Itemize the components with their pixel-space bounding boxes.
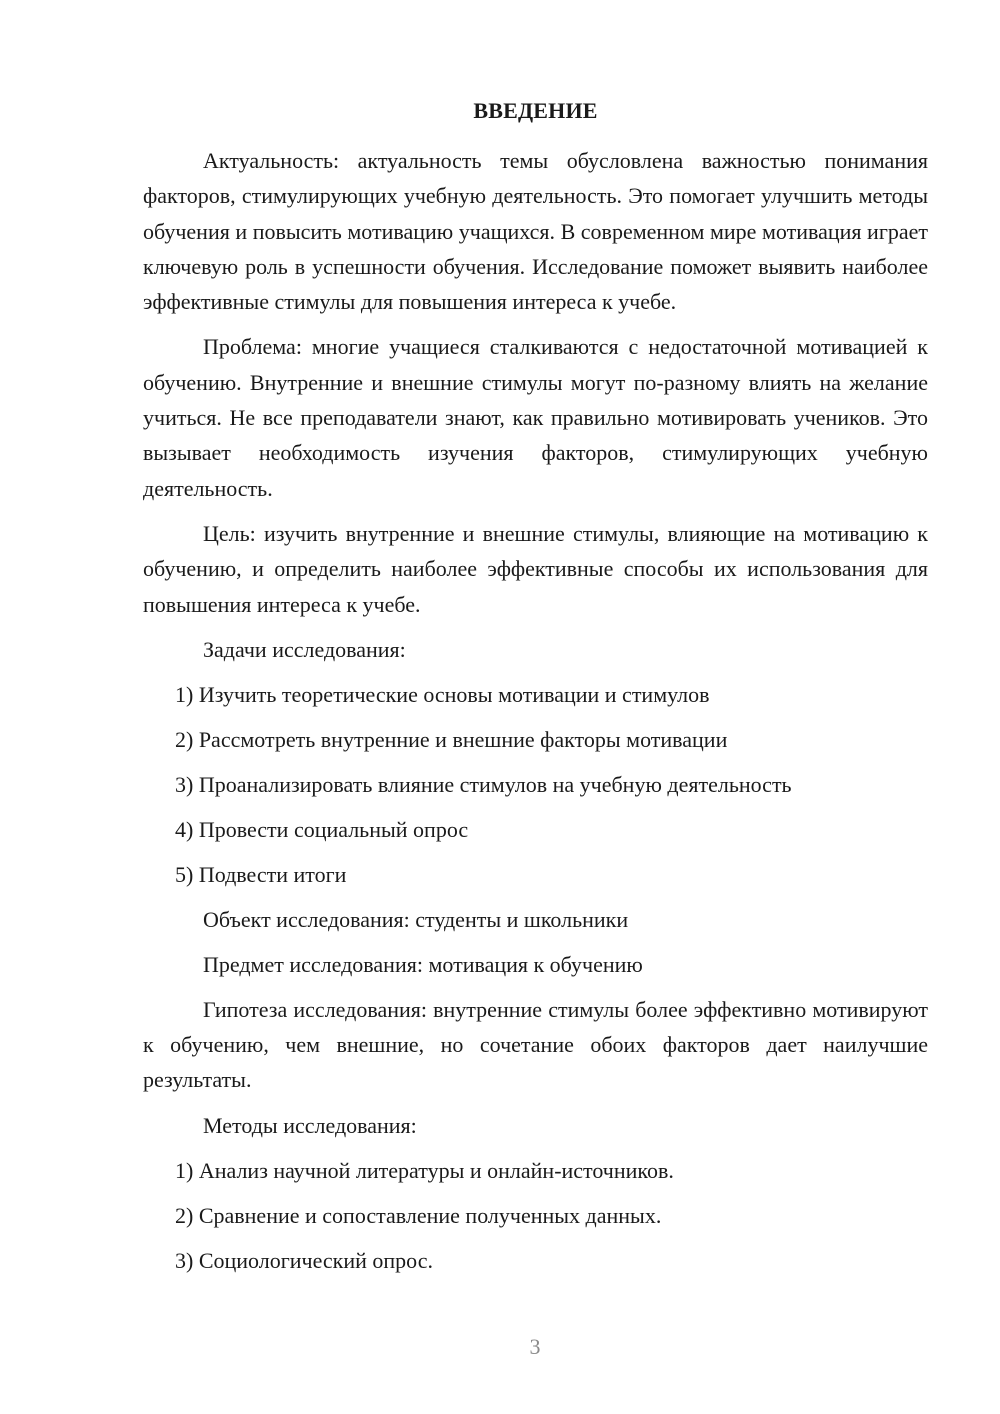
list-item: 2) Рассмотреть внутренние и внешние факторы мотивации — [175, 726, 728, 752]
list-item: 3) Социологический опрос. — [175, 1247, 433, 1273]
research-subject: Предмет исследования: мотивация к обучению — [203, 951, 643, 977]
relevance-paragraph: Актуальность: актуальность темы обусловлена важностью понимания факторов, стимулирующих учебную деятельность. Это помогает улучшить методы обучения и повысить мотивацию учащихся. В современном мире мотивация играет ключевую роль в успешности обучения. Исследование поможет выявить наиболее эффективные стимулы для повышения интереса к учебе. — [143, 148, 928, 315]
goal-paragraph: Цель: изучить внутренние и внешние стимулы, влияющие на мотивацию к обучению, и определить наиболее эффективные способы их использования для повышения интереса к учебе. — [143, 520, 928, 617]
section-title: ВВЕДЕНИЕ — [473, 98, 598, 123]
list-item: 5) Подвести итоги — [175, 861, 347, 887]
page-number: 3 — [529, 1334, 541, 1359]
tasks-list — [143, 677, 928, 892]
hypothesis-paragraph: Гипотеза исследования: внутренние стимулы более эффективно мотивируют к обучению, чем внешние, но сочетание обоих факторов дает наилучшие результаты. — [143, 996, 928, 1093]
list-item: 1) Изучить теоретические основы мотивации и стимулов — [175, 681, 710, 707]
problem-paragraph: Проблема: многие учащиеся сталкиваются с недостаточной мотивацией к обучению. Внутренние и внешние стимулы могут по-разному влиять на желание учиться. Не все преподаватели знают, как правильно мотивировать учеников. Это вызывает необходимость изучения факторов, стимулирующих учебную деятельность. — [143, 334, 928, 501]
document-page — [143, 96, 928, 1288]
methods-list — [143, 1153, 928, 1278]
methods-heading: Методы исследования: — [203, 1112, 417, 1138]
list-item: 3) Проанализировать влияние стимулов на учебную деятельность — [175, 771, 792, 797]
list-item: 2) Сравнение и сопоставление полученных данных. — [175, 1202, 662, 1228]
tasks-heading: Задачи исследования: — [203, 636, 406, 662]
list-item: 4) Провести социальный опрос — [175, 816, 469, 842]
list-item: 1) Анализ научной литературы и онлайн-источников. — [175, 1157, 674, 1183]
research-object: Объект исследования: студенты и школьники — [203, 906, 629, 932]
